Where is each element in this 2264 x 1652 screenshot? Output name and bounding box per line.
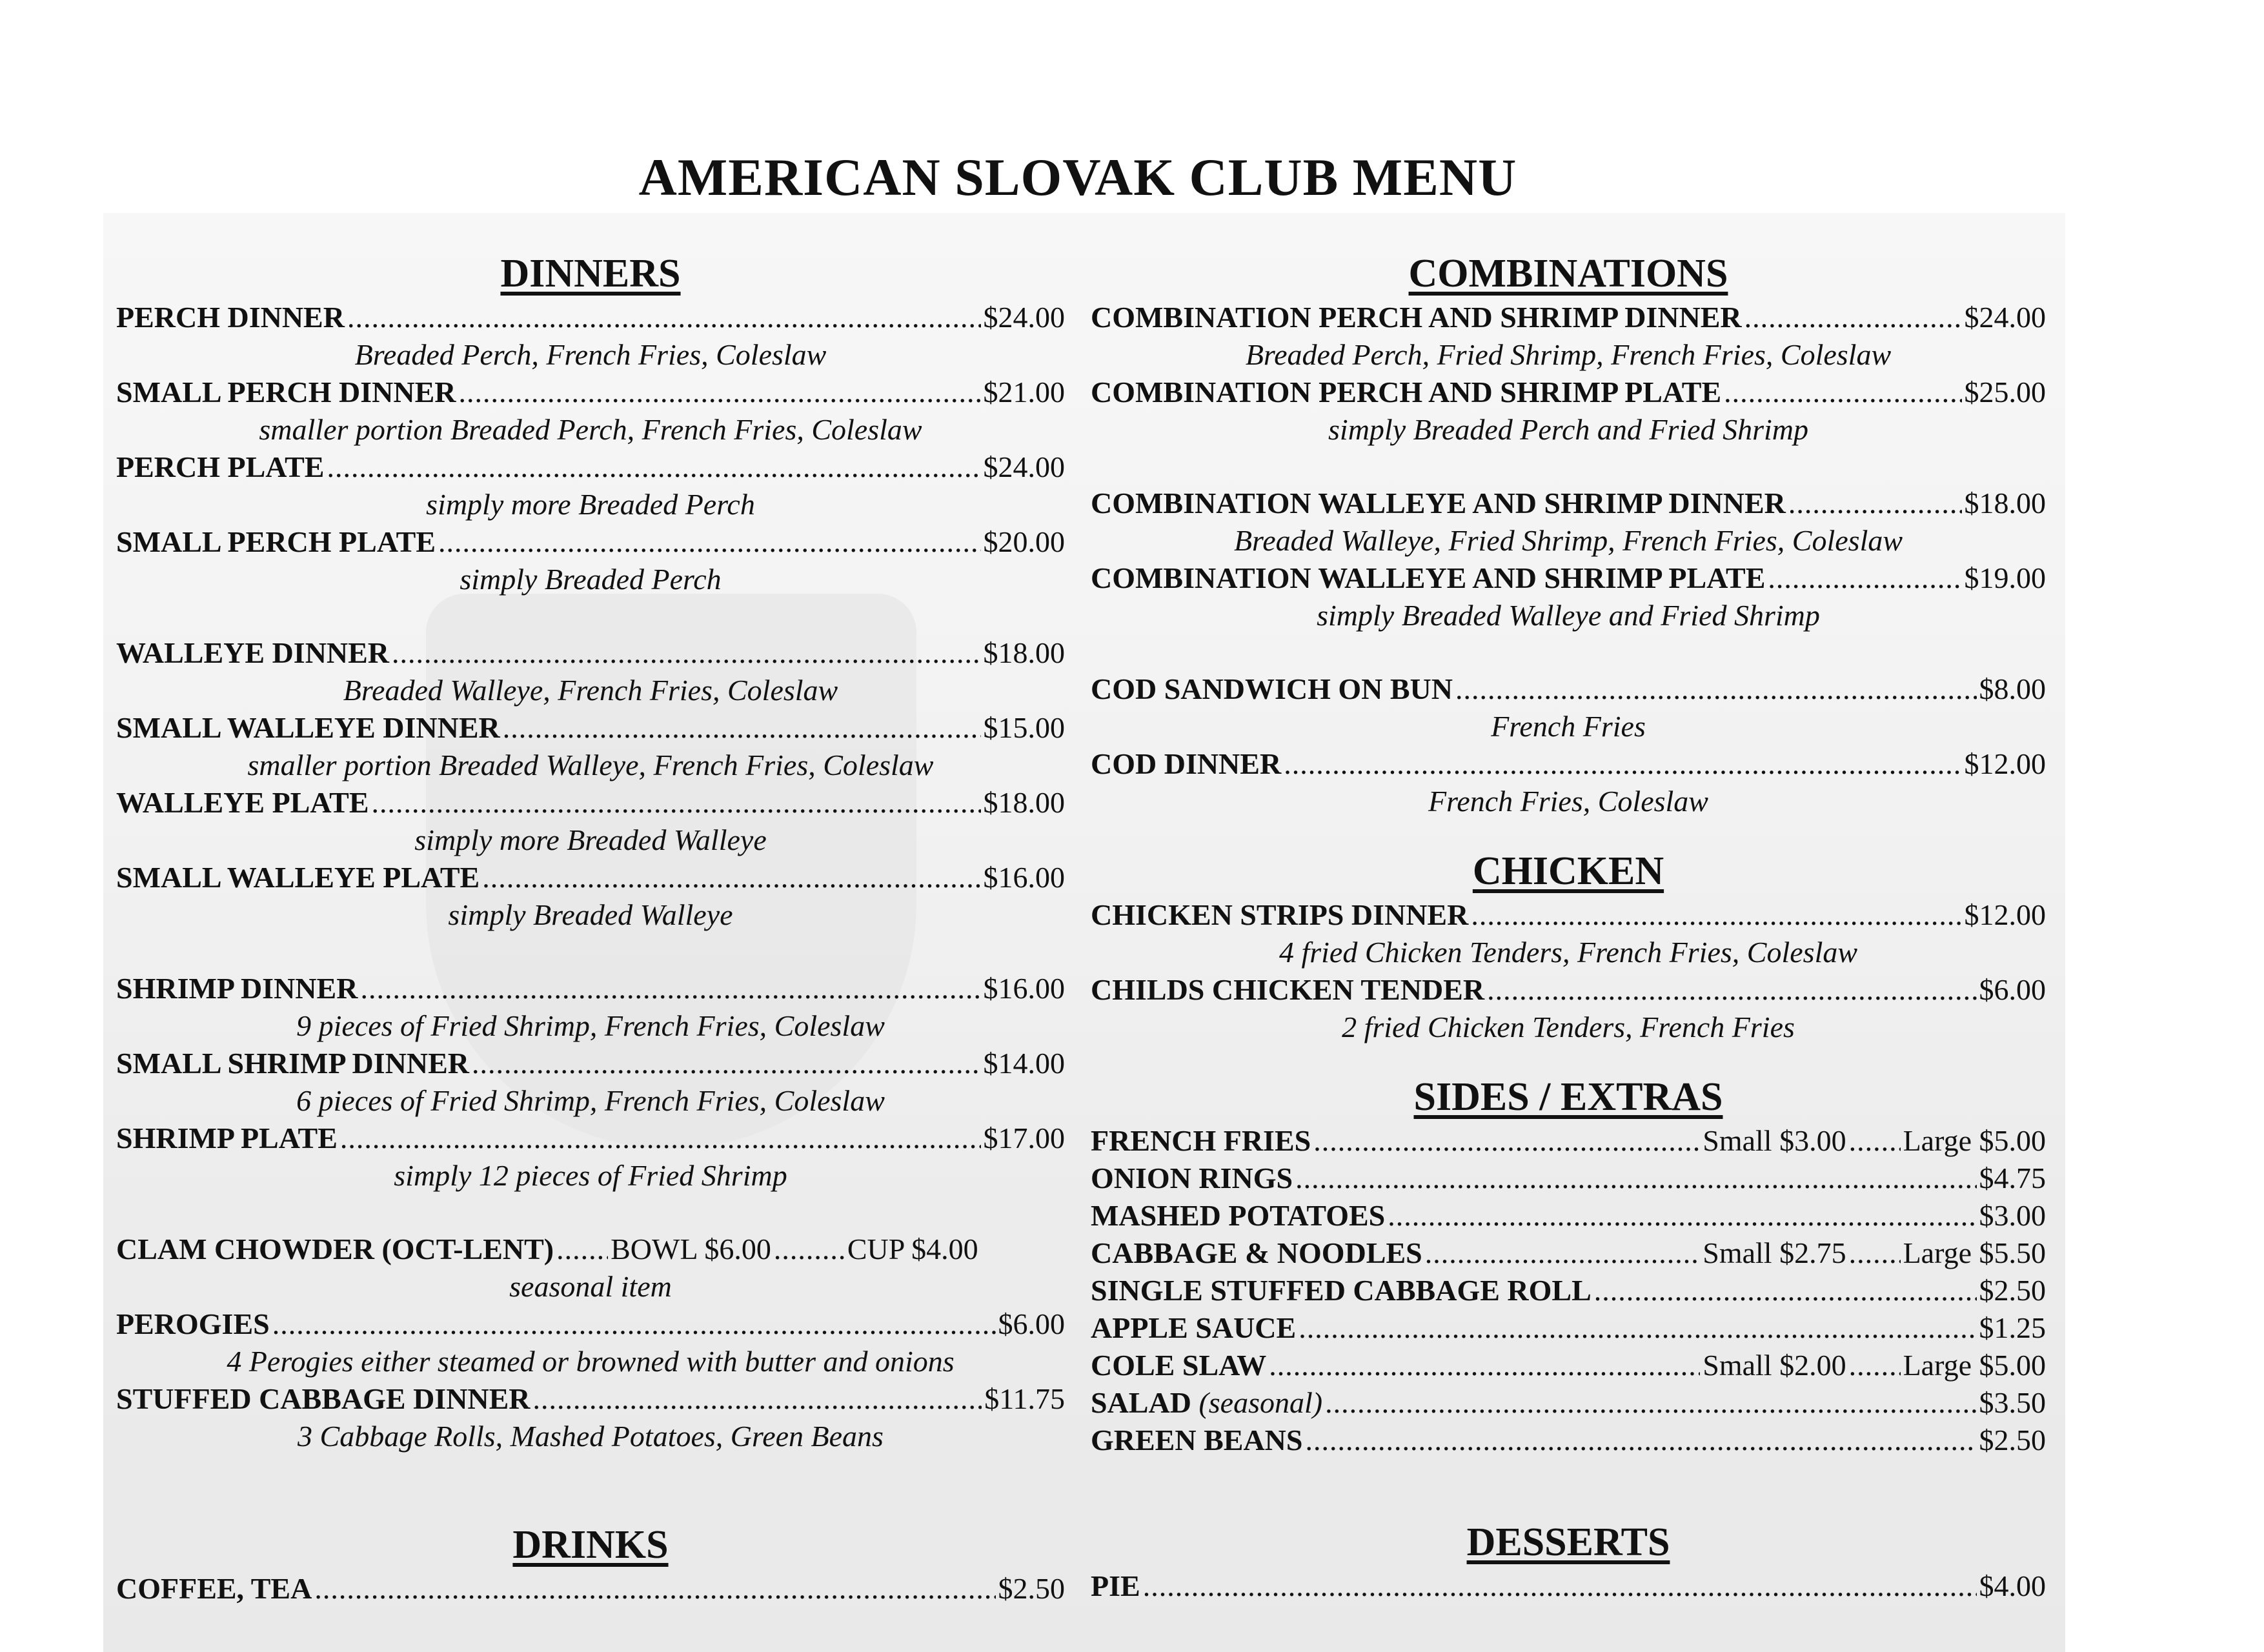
menu-item	[116, 448, 1065, 523]
item-name: SMALL WALLEYE PLATE	[116, 861, 480, 894]
item-description: simply Breaded Perch and Fried Shrimp	[1328, 413, 1808, 446]
menu-item	[1091, 299, 2046, 374]
item-description: 2 fried Chicken Tenders, French Fries	[1342, 1011, 1795, 1043]
menu-item	[1091, 670, 2046, 745]
item-description: simply more Breaded Perch	[426, 488, 755, 521]
large-price: Large $5.00	[1903, 1124, 2046, 1157]
leader-dots	[1295, 1160, 1976, 1197]
large-price: Large $5.50	[1903, 1236, 2046, 1269]
item-price: $2.50	[998, 1572, 1065, 1605]
item-description: simply Breaded Walleye	[448, 898, 733, 931]
item-name: CLAM CHOWDER (OCT-LENT)	[116, 1233, 554, 1265]
menu-item	[116, 970, 1065, 1045]
leader-dots	[1143, 1567, 1977, 1605]
item-name: CHICKEN STRIPS DINNER	[1091, 898, 1469, 931]
item-price: $4.75	[1979, 1162, 2046, 1194]
menu-item-chowder	[116, 1231, 1065, 1305]
item-name: GREEN BEANS	[1091, 1424, 1303, 1456]
item-name: SINGLE STUFFED CABBAGE ROLL	[1091, 1274, 1592, 1307]
small-price: Small $2.00	[1703, 1349, 1846, 1382]
menu-item	[116, 1045, 1065, 1120]
item-price: $1.25	[1979, 1311, 2046, 1344]
item-note: (seasonal)	[1198, 1386, 1323, 1419]
item-price: $18.00	[1964, 487, 2046, 519]
sides-section	[1091, 1072, 2046, 1459]
leader-dots	[1788, 485, 1962, 522]
item-name: COLE SLAW	[1091, 1349, 1267, 1382]
leader-dots	[340, 1120, 981, 1157]
menu-item	[116, 859, 1065, 934]
item-name: FRENCH FRIES	[1091, 1124, 1311, 1157]
leader-dots	[503, 709, 981, 747]
item-description: 4 Perogies either steamed or browned with butter and onions	[227, 1345, 955, 1378]
leader-dots	[556, 1231, 608, 1268]
item-price: $14.00	[983, 1047, 1065, 1080]
item-name: SHRIMP DINNER	[116, 972, 358, 1005]
menu-item	[116, 784, 1065, 859]
item-name: COMBINATION PERCH AND SHRIMP PLATE	[1091, 376, 1722, 408]
leader-dots	[1425, 1234, 1700, 1272]
menu-item	[1091, 374, 2046, 448]
item-name: COMBINATION PERCH AND SHRIMP DINNER	[1091, 301, 1742, 334]
item-description: 4 fried Chicken Tenders, French Fries, Coleslaw	[1279, 936, 1858, 969]
small-price: Small $2.75	[1703, 1236, 1846, 1269]
menu-item	[1091, 1309, 2046, 1347]
item-name: WALLEYE PLATE	[116, 786, 369, 819]
leader-dots	[372, 784, 981, 821]
item-price: $19.00	[1964, 561, 2046, 594]
leader-dots	[1724, 374, 1961, 411]
leader-dots	[1388, 1197, 1976, 1234]
menu-item	[116, 634, 1065, 709]
drinks-heading: DRINKS	[512, 1523, 669, 1567]
item-description: 9 pieces of Fried Shrimp, French Fries, Coleslaw	[296, 1009, 885, 1042]
item-description: Breaded Perch, Fried Shrimp, French Fries, Coleslaw	[1245, 338, 1892, 371]
item-name: ONION RINGS	[1091, 1162, 1293, 1194]
item-description: French Fries	[1491, 710, 1646, 743]
menu-item	[116, 709, 1065, 784]
item-name: MASHED POTATOES	[1091, 1199, 1386, 1232]
leader-dots	[314, 1570, 995, 1607]
leader-dots	[1471, 896, 1961, 934]
item-price: $25.00	[1964, 376, 2046, 408]
leader-dots	[1284, 745, 1961, 783]
item-name: COMBINATION WALLEYE AND SHRIMP PLATE	[1091, 561, 1766, 594]
desserts-section	[1091, 1517, 2046, 1605]
item-price: $24.00	[983, 301, 1065, 334]
chicken-heading: CHICKEN	[1472, 849, 1664, 893]
item-description: smaller portion Breaded Perch, French Fries, Coleslaw	[259, 413, 922, 446]
item-name: CABBAGE & NOODLES	[1091, 1236, 1422, 1269]
menu-item	[116, 1120, 1065, 1194]
item-name: COFFEE, TEA	[116, 1572, 312, 1605]
item-description: 6 pieces of Fried Shrimp, French Fries, Coleslaw	[296, 1084, 885, 1117]
menu-item	[1091, 1384, 2046, 1422]
menu-item	[1091, 485, 2046, 559]
item-name: SALAD	[1091, 1386, 1191, 1419]
right-column	[1091, 248, 2046, 1605]
leader-dots	[1487, 971, 1976, 1009]
item-description: Breaded Walleye, Fried Shrimp, French Fries, Coleslaw	[1233, 524, 1903, 557]
item-price: $20.00	[983, 525, 1065, 558]
item-name: SHRIMP PLATE	[116, 1122, 338, 1154]
item-price: $12.00	[1964, 747, 2046, 780]
menu-item	[1091, 1422, 2046, 1459]
item-name: WALLEYE DINNER	[116, 636, 390, 669]
bowl-price: BOWL $6.00	[611, 1233, 771, 1265]
desserts-heading: DESSERTS	[1466, 1520, 1670, 1564]
item-price: $4.00	[1979, 1569, 2046, 1602]
menu-item	[1091, 971, 2046, 1046]
leader-dots	[327, 448, 980, 486]
leader-dots	[272, 1305, 996, 1343]
leader-dots	[1269, 1347, 1700, 1384]
item-name: PERCH DINNER	[116, 301, 345, 334]
item-price: $6.00	[998, 1307, 1065, 1340]
item-price: $12.00	[1964, 898, 2046, 931]
leader-dots	[459, 374, 981, 411]
item-name: COD SANDWICH ON BUN	[1091, 672, 1453, 705]
menu-item	[1091, 1160, 2046, 1197]
dinners-section	[116, 248, 1065, 1455]
item-price: $3.50	[1979, 1386, 2046, 1419]
item-name: PERCH PLATE	[116, 450, 325, 483]
menu-title: AMERICAN SLOVAK CLUB MENU	[638, 148, 1517, 206]
menu-item	[1091, 1567, 2046, 1605]
sides-heading: SIDES / EXTRAS	[1413, 1075, 1723, 1119]
drinks-section	[116, 1520, 1065, 1607]
item-description: simply Breaded Walleye and Fried Shrimp	[1317, 599, 1820, 632]
combinations-heading: COMBINATIONS	[1408, 252, 1728, 296]
item-price: $16.00	[983, 861, 1065, 894]
item-name: PIE	[1091, 1569, 1140, 1602]
leader-dots	[1849, 1122, 1901, 1160]
item-description: French Fries, Coleslaw	[1428, 785, 1708, 818]
item-price: $15.00	[983, 711, 1065, 744]
leader-dots	[472, 1045, 981, 1082]
item-price: $2.50	[1979, 1274, 2046, 1307]
menu-item	[116, 374, 1065, 448]
combinations-section	[1091, 248, 2046, 820]
menu-item	[1091, 745, 2046, 820]
item-price: $3.00	[1979, 1199, 2046, 1232]
menu-item	[116, 299, 1065, 374]
leader-dots	[392, 634, 980, 672]
leader-dots	[1305, 1422, 1976, 1459]
item-price: $2.50	[1979, 1424, 2046, 1456]
item-price: $11.75	[984, 1382, 1065, 1415]
leader-dots	[774, 1231, 845, 1268]
item-name: CHILDS CHICKEN TENDER	[1091, 973, 1485, 1006]
leader-dots	[1299, 1309, 1976, 1347]
item-price: $18.00	[983, 786, 1065, 819]
item-name: COMBINATION WALLEYE AND SHRIMP DINNER	[1091, 487, 1786, 519]
item-name: SMALL PERCH PLATE	[116, 525, 436, 558]
item-name: SMALL WALLEYE DINNER	[116, 711, 500, 744]
menu-item	[1091, 1122, 2046, 1160]
item-name: PEROGIES	[116, 1307, 270, 1340]
item-description: Breaded Perch, French Fries, Coleslaw	[354, 338, 827, 371]
menu-item	[116, 1570, 1065, 1607]
item-description: simply more Breaded Walleye	[414, 823, 767, 856]
large-price: Large $5.00	[1903, 1349, 2046, 1382]
item-price: $8.00	[1979, 672, 2046, 705]
leader-dots	[533, 1380, 982, 1418]
item-description: simply Breaded Perch	[460, 563, 722, 596]
item-name: SMALL PERCH DINNER	[116, 376, 456, 408]
leader-dots	[1849, 1234, 1901, 1272]
item-price: $24.00	[983, 450, 1065, 483]
item-price: $17.00	[983, 1122, 1065, 1154]
item-name: APPLE SAUCE	[1091, 1311, 1297, 1344]
cup-price: CUP $4.00	[847, 1233, 978, 1265]
leader-dots	[360, 970, 980, 1007]
menu-item	[1091, 1272, 2046, 1309]
item-name: COD DINNER	[1091, 747, 1282, 780]
item-description: 3 Cabbage Rolls, Mashed Potatoes, Green Beans	[298, 1420, 884, 1453]
menu-item	[116, 1380, 1065, 1455]
leader-dots	[438, 523, 981, 561]
leader-dots	[1849, 1347, 1901, 1384]
chicken-section	[1091, 846, 2046, 1046]
item-description: seasonal item	[509, 1270, 672, 1303]
item-price: $16.00	[983, 972, 1065, 1005]
item-price: $6.00	[1979, 973, 2046, 1006]
item-name: SMALL SHRIMP DINNER	[116, 1047, 469, 1080]
dinners-heading: DINNERS	[500, 252, 681, 296]
item-description: smaller portion Breaded Walleye, French Fries, Coleslaw	[247, 749, 934, 781]
item-name: STUFFED CABBAGE DINNER	[116, 1382, 531, 1415]
menu-item	[116, 523, 1065, 598]
menu-item	[1091, 559, 2046, 634]
menu-item	[116, 1305, 1065, 1380]
menu-item	[1091, 1347, 2046, 1384]
item-price: $24.00	[1964, 301, 2046, 334]
item-description: simply 12 pieces of Fried Shrimp	[394, 1159, 787, 1192]
leader-dots	[1594, 1272, 1977, 1309]
leader-dots	[1744, 299, 1962, 336]
item-price: $21.00	[983, 376, 1065, 408]
left-column	[116, 248, 1065, 1607]
leader-dots	[482, 859, 980, 896]
item-description: Breaded Walleye, French Fries, Coleslaw	[343, 674, 838, 707]
leader-dots	[1325, 1384, 1976, 1422]
item-price: $18.00	[983, 636, 1065, 669]
small-price: Small $3.00	[1703, 1124, 1846, 1157]
leader-dots	[1455, 670, 1977, 708]
menu-item	[1091, 896, 2046, 971]
leader-dots	[1313, 1122, 1700, 1160]
menu-item	[1091, 1197, 2046, 1234]
menu-item	[1091, 1234, 2046, 1272]
leader-dots	[347, 299, 981, 336]
leader-dots	[1768, 559, 1961, 597]
